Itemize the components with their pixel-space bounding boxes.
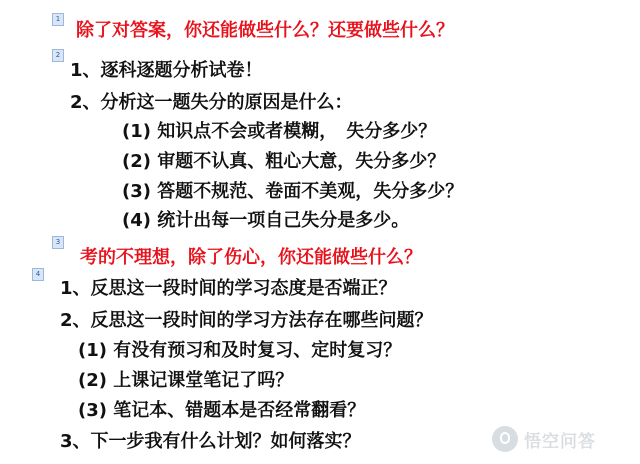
reflect-sub-2: (2) 上课记课堂笔记了吗？ [78, 370, 294, 391]
marker-4: 4 [32, 268, 44, 281]
watermark [492, 426, 596, 452]
reflect-item-3: 3、下一步我有什么计划？如何落实？ [60, 431, 361, 452]
section1-heading: 除了对答案，你还能做些什么？还要做些什么？ [76, 20, 454, 41]
reflect-item-2: 2、反思这一段时间的学习方法存在哪些问题？ [60, 310, 433, 331]
analysis-sub-1: (1) 知识点不会或者模糊， 失分多少？ [122, 121, 437, 142]
analysis-item-2: 2、分析这一题失分的原因是什么： [70, 92, 353, 113]
reflect-sub-1: (1) 有没有预习和及时复习、定时复习？ [78, 340, 402, 361]
marker-1: 1 [52, 13, 64, 26]
analysis-sub-4: (4) 统计出每一项自己失分是多少。 [122, 210, 410, 231]
reflect-sub-3: (3) 笔记本、错题本是否经常翻看？ [78, 400, 366, 421]
analysis-sub-3: (3) 答题不规范、卷面不美观，失分多少？ [122, 181, 464, 202]
watermark-text: 悟空问答 [524, 431, 596, 452]
analysis-item-1: 1、逐科逐题分析试卷！ [70, 60, 263, 81]
watermark-logo-icon [492, 426, 518, 452]
marker-3: 3 [52, 236, 64, 249]
marker-2: 2 [52, 49, 64, 62]
reflect-item-1: 1、反思这一段时间的学习态度是否端正？ [60, 278, 397, 299]
section3-heading: 考的不理想，除了伤心，你还能做些什么？ [80, 247, 422, 268]
analysis-sub-2: (2) 审题不认真、粗心大意，失分多少？ [122, 151, 446, 172]
